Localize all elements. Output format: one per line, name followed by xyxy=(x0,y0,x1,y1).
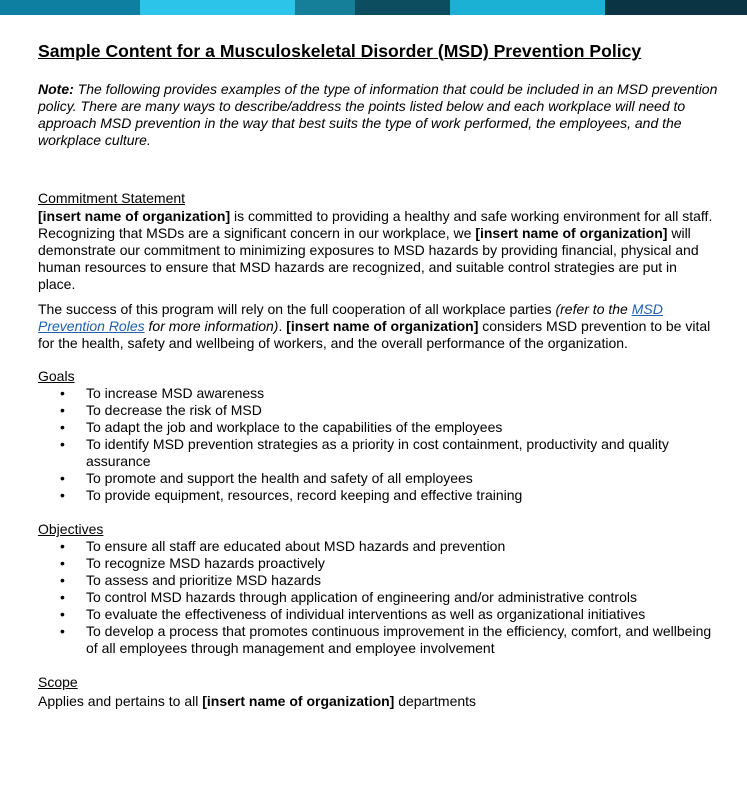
list-item: • To provide equipment, resources, record keeping and effective training xyxy=(38,487,718,504)
list-item: • To ensure all staff are educated about MSD hazards and prevention xyxy=(38,538,718,555)
list-item: • To recognize MSD hazards proactively xyxy=(38,555,718,572)
header-color-band xyxy=(0,0,747,15)
org-placeholder: [insert name of organization] xyxy=(38,208,231,224)
document-page xyxy=(38,41,718,710)
list-item: • To develop a process that promotes continuous improvement in the efficiency, comfort, and wellbeing of all employees through management and employee involvement xyxy=(38,623,718,657)
goals-list xyxy=(38,385,718,504)
list-item: • To identify MSD prevention strategies as a priority in cost containment, productivity and quality assurance xyxy=(38,436,718,470)
list-item: • To adapt the job and workplace to the capabilities of the employees xyxy=(38,419,718,436)
list-item: • To evaluate the effectiveness of individual interventions as well as organizational initiatives xyxy=(38,606,718,623)
org-placeholder: [insert name of organization] xyxy=(202,693,395,709)
commitment-text: is committed to providing a healthy and safe working environment for all staff. Recognizing that MSDs are a significant concern in our workplace, we xyxy=(38,208,713,241)
commitment-text: considers MSD prevention to be vital for the health, safety and wellbeing of workers, and the overall performance of the organization. xyxy=(38,318,711,351)
org-placeholder: [insert name of organization] xyxy=(286,318,479,334)
scope-text: Applies and pertains to all xyxy=(38,693,203,709)
objectives-heading: Objectives xyxy=(38,521,104,537)
list-item: • To decrease the risk of MSD xyxy=(38,402,718,419)
list-item: • To assess and prioritize MSD hazards xyxy=(38,572,718,589)
commitment-text: . xyxy=(278,318,287,334)
scope-heading: Scope xyxy=(38,674,78,690)
commitment-text: will demonstrate our commitment to minimizing exposures to MSD hazards by providing financial, physical and human resources to ensure that MSD hazards are recognized, and suitable control strategies are put in place. xyxy=(38,225,699,292)
scope-text: departments xyxy=(394,693,477,709)
band-segment xyxy=(0,0,140,15)
commitment-paragraph-2 xyxy=(38,301,718,352)
commitment-paragraph-1 xyxy=(38,208,718,293)
italic-text: for more information) xyxy=(144,318,279,334)
org-placeholder: [insert name of organization] xyxy=(475,225,668,241)
document-title: Sample Content for a Musculoskeletal Disorder (MSD) Prevention Policy xyxy=(38,41,642,61)
band-segment xyxy=(605,0,747,15)
objectives-list xyxy=(38,538,718,657)
band-segment xyxy=(295,0,355,15)
commitment-text: The success of this program will rely on the full cooperation of all workplace parties xyxy=(38,301,556,317)
band-segment xyxy=(140,0,295,15)
italic-text: (refer to the xyxy=(555,301,632,317)
commitment-heading: Commitment Statement xyxy=(38,190,186,206)
msd-prevention-roles-link[interactable]: MSD Prevention Roles xyxy=(38,301,663,334)
note-label: Note: xyxy=(38,81,74,97)
note-text: The following provides examples of the type of information that could be included in an MSD prevention policy. There are many ways to describe/address the points listed below and each workplace will need to approach MSD prevention in the way that best suits the type of work performed, the employees, and the workplace culture. xyxy=(38,81,718,148)
band-segment xyxy=(450,0,605,15)
list-item: • To increase MSD awareness xyxy=(38,385,718,402)
band-segment xyxy=(355,0,450,15)
scope-paragraph xyxy=(38,693,718,710)
list-item: • To control MSD hazards through application of engineering and/or administrative controls xyxy=(38,589,718,606)
list-item: • To promote and support the health and safety of all employees xyxy=(38,470,718,487)
note-paragraph xyxy=(38,81,718,149)
goals-heading: Goals xyxy=(38,368,75,384)
